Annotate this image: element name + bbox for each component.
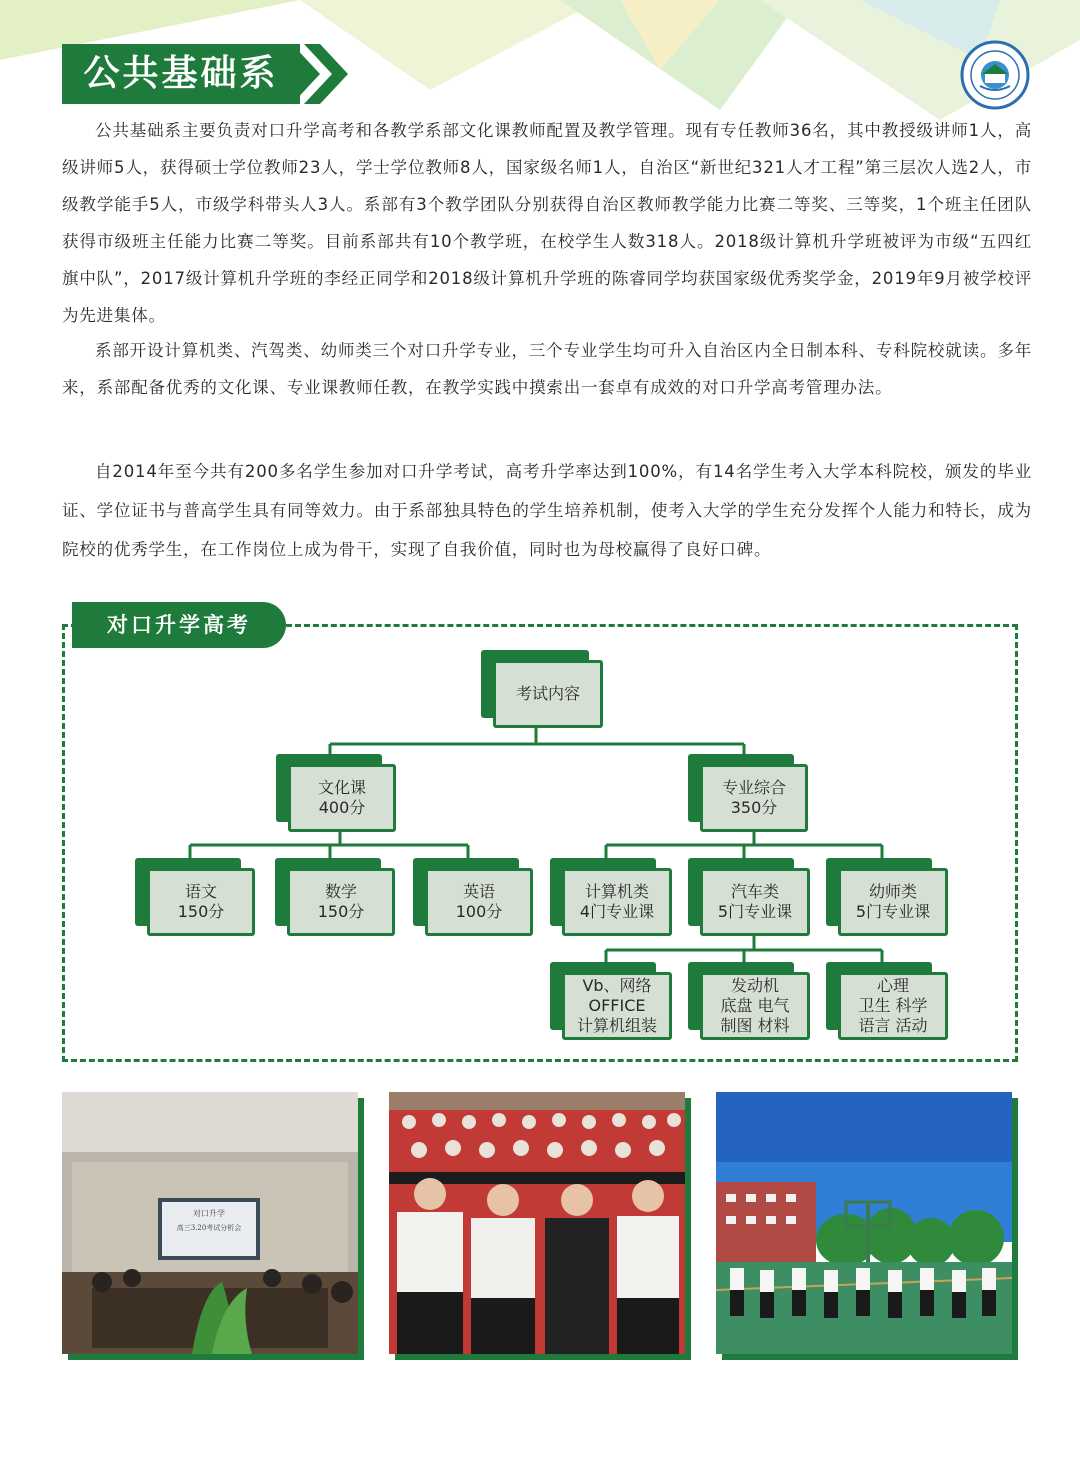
- section-tab: [72, 602, 286, 648]
- intro-paragraph: 公共基础系主要负责对口升学高考和各教学系部文化课教师配置及教学管理。现有专任教师36名，其中教授级讲师1人，高级讲师5人，获得硕士学位教师23人，学士学位教师8人，国家级名师1人，自治区“新世纪321人才工程”第三层次人选2人，市级教学能手5人，市级学科带头人3人。系部有3个教学团队分别获得自治区教师教学能力比赛二等奖、三等奖，1个班主任团队获得市级班主任能力比赛二等奖。目前系部共有10个教学班，在校学生人数318人。2018级计算机升学班被评为市级“五四红旗中队”，2017级计算机升学班的李经正同学和2018级计算机升学班的陈睿同学均获国家级优秀奖学金，2019年9月被学校评为先进集体。: [62, 121, 1032, 325]
- node-label: 计算机类: [584, 882, 649, 901]
- majors-paragraph: 系部开设计算机类、汽驾类、幼师类三个对口升学专业，三个专业学生均可升入自治区内全日制本科、专科院校就读。多年来，系部配备优秀的文化课、专业课教师任教，在教学实践中摸索出一套卓有成效的对口升学高考管理办法。: [62, 341, 1032, 397]
- node-detail: 5门专业课: [717, 902, 793, 921]
- node-label: 考试内容: [515, 684, 580, 703]
- photo-teachers-students: [389, 1092, 685, 1354]
- results-paragraph: 自2014年至今共有200多名学生参加对口升学考试，高考升学率达到100%，有14名学生考入大学本科院校，颁发的毕业证、学位证书与普高学生具有同等效力。由于系部独具特色的学生培养机制，使考入大学的学生充分发挥个人能力和特长，成为院校的优秀学生，在工作岗位上成为骨干，实现了自我价值，同时也为母校赢得了良好口碑。: [62, 462, 1032, 559]
- node-score: 150分: [177, 902, 225, 921]
- node-label: 文化课: [317, 778, 366, 797]
- page-title: 公共基础系: [83, 53, 279, 94]
- node-detail: 制图 材料: [720, 1016, 790, 1035]
- node-detail: 发动机: [730, 976, 779, 995]
- node-detail: Vb、网络: [582, 976, 652, 995]
- photo-meeting-room: [62, 1092, 358, 1354]
- node-label: 幼师类: [868, 882, 917, 901]
- node-detail: 底盘 电气: [720, 996, 790, 1015]
- screen-subtitle: 高三3.20考试分析会: [176, 1224, 242, 1232]
- node-detail: 心理: [876, 976, 909, 995]
- chevron-right-icon: [270, 44, 360, 104]
- node-score: 150分: [317, 902, 365, 921]
- photo-tug-of-war: [716, 1092, 1012, 1354]
- node-label: 专业综合: [721, 778, 786, 797]
- node-label: 语文: [184, 882, 217, 901]
- section-title: 对口升学高考: [107, 613, 251, 637]
- node-detail: 5门专业课: [855, 902, 931, 921]
- node-detail: 语言 活动: [858, 1016, 928, 1035]
- node-score: 400分: [318, 798, 366, 817]
- node-score: 350分: [730, 798, 778, 817]
- node-detail: 4门专业课: [579, 902, 655, 921]
- node-detail: OFFICE: [588, 996, 646, 1015]
- node-label: 数学: [324, 882, 357, 901]
- title-banner: [62, 44, 300, 104]
- node-label: 英语: [462, 882, 495, 901]
- node-label: 汽车类: [730, 882, 779, 901]
- school-logo-icon: [960, 40, 1030, 110]
- node-detail: 计算机组装: [576, 1016, 657, 1035]
- screen-title: 对口升学: [193, 1209, 225, 1218]
- node-detail: 卫生 科学: [858, 996, 928, 1015]
- node-score: 100分: [455, 902, 503, 921]
